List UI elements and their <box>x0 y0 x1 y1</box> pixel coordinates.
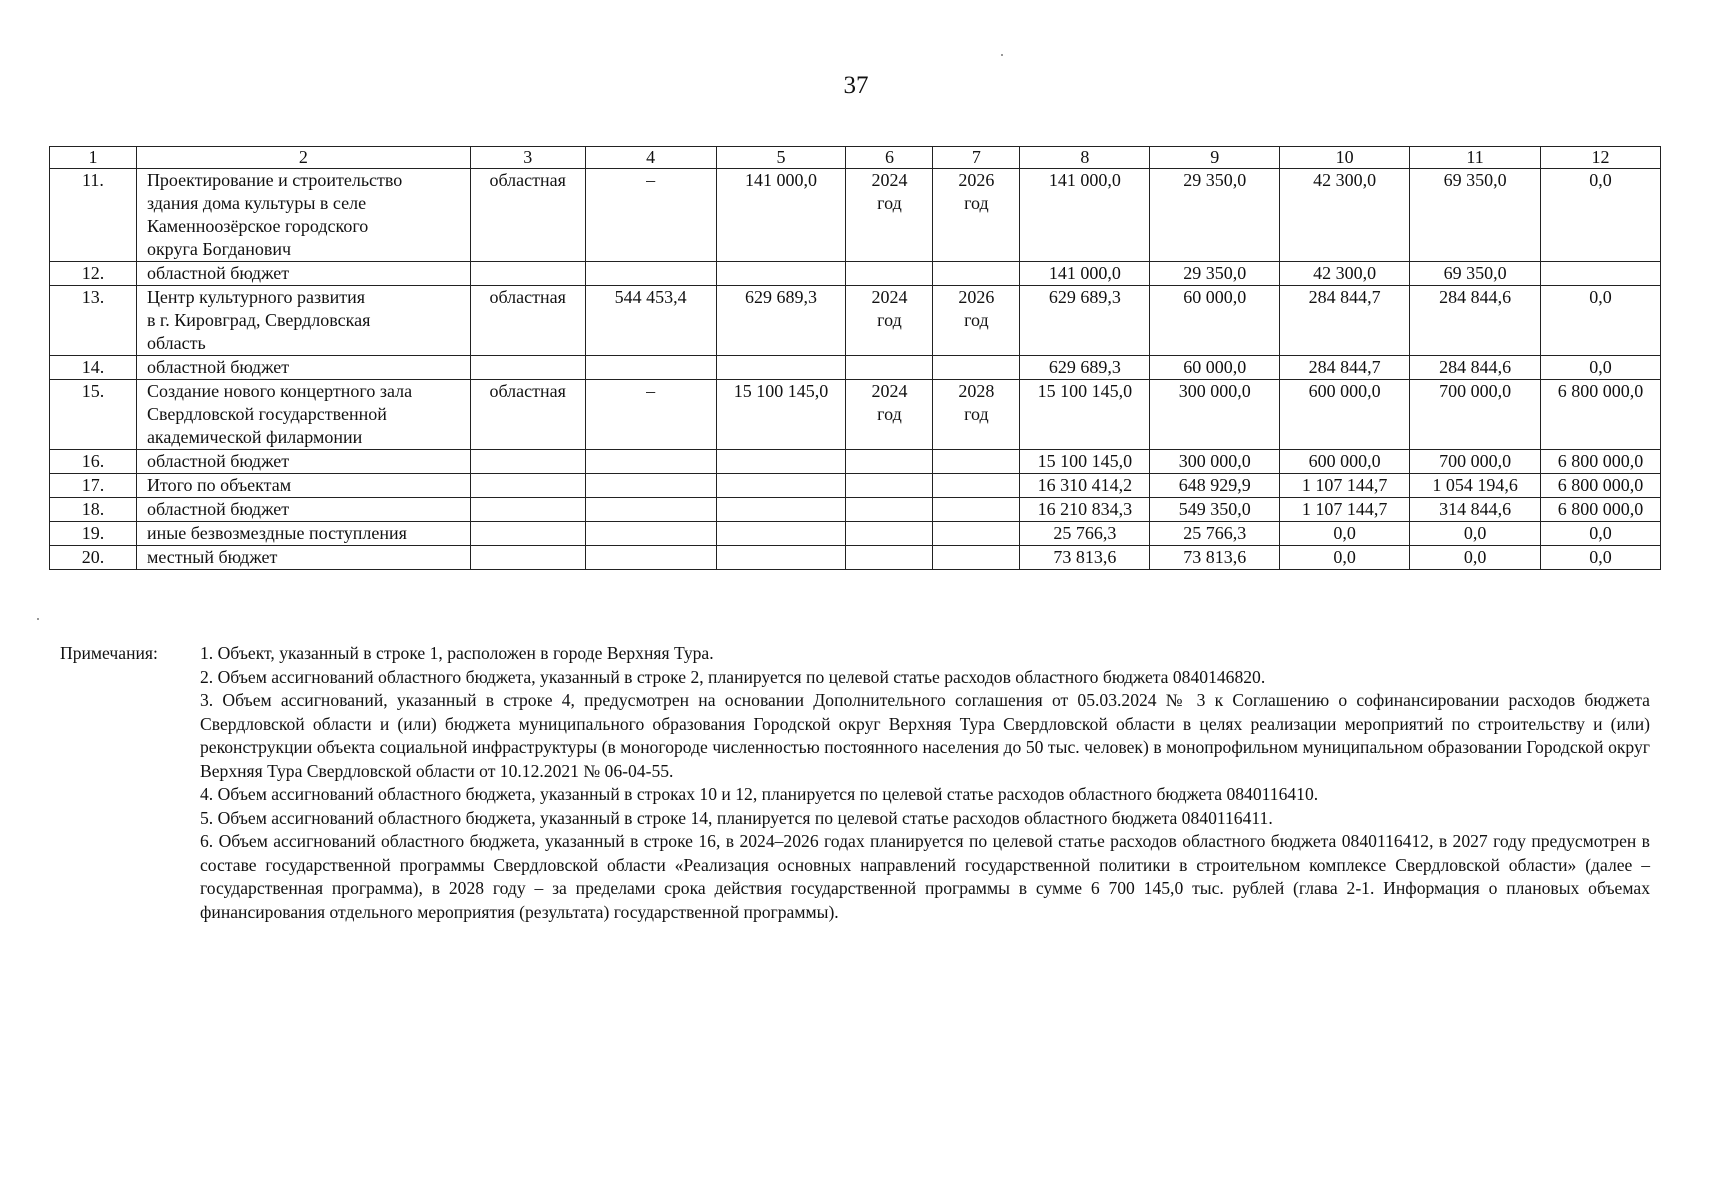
start-year <box>846 356 933 380</box>
cell-col-9: 300 000,0 <box>1150 450 1280 474</box>
column-number-11: 11 <box>1410 147 1541 169</box>
start-year <box>846 262 933 286</box>
column-number-8: 8 <box>1020 147 1150 169</box>
cell-col-9: 29 350,0 <box>1150 169 1280 262</box>
cell-col-9: 25 766,3 <box>1150 522 1280 546</box>
cell-col-4 <box>585 498 716 522</box>
row-number: 18. <box>50 498 137 522</box>
end-year <box>933 262 1020 286</box>
cell-col-5: 629 689,3 <box>716 286 846 356</box>
cell-col-8: 15 100 145,0 <box>1020 380 1150 450</box>
table-row <box>50 380 1661 450</box>
budget-level <box>470 450 585 474</box>
cell-col-8: 15 100 145,0 <box>1020 450 1150 474</box>
cell-col-8: 25 766,3 <box>1020 522 1150 546</box>
end-year: 2028 год <box>933 380 1020 450</box>
cell-col-8: 16 210 834,3 <box>1020 498 1150 522</box>
start-year <box>846 450 933 474</box>
cell-col-10: 600 000,0 <box>1280 450 1410 474</box>
cell-col-5: 15 100 145,0 <box>716 380 846 450</box>
cell-col-8: 141 000,0 <box>1020 169 1150 262</box>
cell-col-8: 141 000,0 <box>1020 262 1150 286</box>
row-number: 15. <box>50 380 137 450</box>
budget-level <box>470 546 585 570</box>
object-name: иные безвозмездные поступления <box>136 522 470 546</box>
end-year: 2026 год <box>933 286 1020 356</box>
object-name: Итого по объектам <box>136 474 470 498</box>
note-item: 2. Объем ассигнований областного бюджета, указанный в строке 2, планируется по целевой статье расходов областного бюджета 0840146820. <box>200 666 1266 687</box>
cell-col-11: 1 054 194,6 <box>1410 474 1541 498</box>
budget-level <box>470 474 585 498</box>
end-year <box>933 474 1020 498</box>
object-name: областной бюджет <box>136 450 470 474</box>
cell-col-10: 284 844,7 <box>1280 286 1410 356</box>
scan-speck <box>37 618 39 620</box>
cell-col-8: 16 310 414,2 <box>1020 474 1150 498</box>
scan-speck <box>1001 54 1003 56</box>
cell-col-10: 42 300,0 <box>1280 262 1410 286</box>
cell-col-5 <box>716 356 846 380</box>
column-number-6: 6 <box>846 147 933 169</box>
cell-col-5 <box>716 262 846 286</box>
cell-col-9: 60 000,0 <box>1150 356 1280 380</box>
row-number: 16. <box>50 450 137 474</box>
row-number: 19. <box>50 522 137 546</box>
cell-col-9: 73 813,6 <box>1150 546 1280 570</box>
row-number: 12. <box>50 262 137 286</box>
end-year: 2026 год <box>933 169 1020 262</box>
cell-col-4 <box>585 522 716 546</box>
cell-col-4 <box>585 450 716 474</box>
cell-col-12: 0,0 <box>1541 546 1661 570</box>
budget-level <box>470 522 585 546</box>
column-number-5: 5 <box>716 147 846 169</box>
table-row <box>50 474 1661 498</box>
cell-col-12: 0,0 <box>1541 522 1661 546</box>
cell-col-5 <box>716 450 846 474</box>
budget-level <box>470 498 585 522</box>
start-year <box>846 498 933 522</box>
end-year <box>933 546 1020 570</box>
cell-col-8: 73 813,6 <box>1020 546 1150 570</box>
page-number: 37 <box>843 72 869 99</box>
object-name: Создание нового концертного зала Свердловской государственной академической филармонии <box>136 380 470 450</box>
cell-col-12: 6 800 000,0 <box>1541 474 1661 498</box>
cell-col-10: 600 000,0 <box>1280 380 1410 450</box>
cell-col-4 <box>585 262 716 286</box>
table-row <box>50 356 1661 380</box>
cell-col-8: 629 689,3 <box>1020 286 1150 356</box>
row-number: 20. <box>50 546 137 570</box>
cell-col-4: – <box>585 380 716 450</box>
cell-col-4 <box>585 356 716 380</box>
cell-col-10: 1 107 144,7 <box>1280 474 1410 498</box>
column-number-10: 10 <box>1280 147 1410 169</box>
cell-col-10: 42 300,0 <box>1280 169 1410 262</box>
cell-col-9: 648 929,9 <box>1150 474 1280 498</box>
cell-col-8: 629 689,3 <box>1020 356 1150 380</box>
cell-col-4 <box>585 474 716 498</box>
cell-col-4 <box>585 546 716 570</box>
object-name: Центр культурного развития в г. Кировград, Свердловская область <box>136 286 470 356</box>
column-number-1: 1 <box>50 147 137 169</box>
budget-level: областная <box>470 169 585 262</box>
row-number: 17. <box>50 474 137 498</box>
table-row <box>50 450 1661 474</box>
note-item: 4. Объем ассигнований областного бюджета, указанный в строках 10 и 12, планируется по целевой статье расходов областного бюджета 0840116410. <box>200 784 1319 804</box>
note-item: 6. Объем ассигнований областного бюджета, указанный в строке 16, в 2024–2026 годах планируется по целевой статье расходов областного бюджета 0840116412, в 2027 году предусмотрен в составе государственной программы Свердловской области «Реализация основных направлений государственной политики в строительном комплексе Свердловской области» (далее – государственная программа), в 2028 году – за пределами срока действия государственной программы в сумме 6 700 145,0 тыс. рублей (глава 2-1. Информация о плановых объемах финансирования отдельного мероприятия (результата) государственной программы). <box>200 831 1650 922</box>
end-year <box>933 498 1020 522</box>
end-year <box>933 450 1020 474</box>
column-number-12: 12 <box>1541 147 1661 169</box>
cell-col-9: 549 350,0 <box>1150 498 1280 522</box>
cell-col-9: 60 000,0 <box>1150 286 1280 356</box>
cell-col-11: 284 844,6 <box>1410 356 1541 380</box>
cell-col-11: 700 000,0 <box>1410 380 1541 450</box>
notes-label: Примечания: <box>60 643 158 663</box>
table-row <box>50 498 1661 522</box>
object-name: местный бюджет <box>136 546 470 570</box>
budget-level <box>470 262 585 286</box>
cell-col-5 <box>716 546 846 570</box>
cell-col-5: 141 000,0 <box>716 169 846 262</box>
cell-col-5 <box>716 474 846 498</box>
table-row <box>50 262 1661 286</box>
cell-col-10: 284 844,7 <box>1280 356 1410 380</box>
cell-col-12: 6 800 000,0 <box>1541 380 1661 450</box>
object-name: Проектирование и строительство здания дома культуры в селе Каменноозёрское городского округа Богданович <box>136 169 470 262</box>
table-row <box>50 522 1661 546</box>
note-item: 1. Объект, указанный в строке 1, расположен в городе Верхняя Тура. <box>200 643 714 663</box>
cell-col-4: 544 453,4 <box>585 286 716 356</box>
column-number-4: 4 <box>585 147 716 169</box>
cell-col-11: 69 350,0 <box>1410 169 1541 262</box>
start-year <box>846 474 933 498</box>
financing-table <box>49 146 1661 570</box>
object-name: областной бюджет <box>136 498 470 522</box>
cell-col-11: 284 844,6 <box>1410 286 1541 356</box>
table-row <box>50 546 1661 570</box>
cell-col-11: 69 350,0 <box>1410 262 1541 286</box>
cell-col-10: 0,0 <box>1280 522 1410 546</box>
note-item: 3. Объем ассигнований, указанный в строке 4, предусмотрен на основании Дополнительного соглашения от 05.03.2024 № 3 к Соглашению о софинансировании расходов бюджета Свердловской области и (или) бюджета муниципального образования Городской округ Верхняя Тура Свердловской области в целях реализации мероприятий по строительству и (или) реконструкции объекта социальной инфраструктуры (в моногороде численностью постоянного населения до 50 тыс. человек) в монопрофильном муниципальном образовании Городской округ Верхняя Тура Свердловской области от 10.12.2021 № 06-04-55. <box>200 690 1650 781</box>
cell-col-10: 0,0 <box>1280 546 1410 570</box>
start-year <box>846 522 933 546</box>
cell-col-12 <box>1541 262 1661 286</box>
start-year: 2024 год <box>846 286 933 356</box>
budget-level <box>470 356 585 380</box>
cell-col-12: 0,0 <box>1541 169 1661 262</box>
start-year: 2024 год <box>846 169 933 262</box>
cell-col-12: 0,0 <box>1541 356 1661 380</box>
cell-col-10: 1 107 144,7 <box>1280 498 1410 522</box>
cell-col-12: 0,0 <box>1541 286 1661 356</box>
cell-col-11: 0,0 <box>1410 522 1541 546</box>
column-number-9: 9 <box>1150 147 1280 169</box>
cell-col-5 <box>716 522 846 546</box>
cell-col-12: 6 800 000,0 <box>1541 498 1661 522</box>
cell-col-4: – <box>585 169 716 262</box>
cell-col-12: 6 800 000,0 <box>1541 450 1661 474</box>
table-header-row <box>50 147 1661 169</box>
cell-col-11: 700 000,0 <box>1410 450 1541 474</box>
column-number-3: 3 <box>470 147 585 169</box>
cell-col-11: 314 844,6 <box>1410 498 1541 522</box>
cell-col-11: 0,0 <box>1410 546 1541 570</box>
cell-col-9: 29 350,0 <box>1150 262 1280 286</box>
cell-col-5 <box>716 498 846 522</box>
note-item: 5. Объем ассигнований областного бюджета, указанный в строке 14, планируется по целевой статье расходов областного бюджета 0840116411. <box>200 807 1273 828</box>
row-number: 11. <box>50 169 137 262</box>
row-number: 14. <box>50 356 137 380</box>
column-number-2: 2 <box>136 147 470 169</box>
end-year <box>933 356 1020 380</box>
table-row <box>50 169 1661 262</box>
start-year <box>846 546 933 570</box>
row-number: 13. <box>50 286 137 356</box>
table-row <box>50 286 1661 356</box>
notes-section <box>60 642 1650 924</box>
budget-level: областная <box>470 286 585 356</box>
end-year <box>933 522 1020 546</box>
column-number-7: 7 <box>933 147 1020 169</box>
object-name: областной бюджет <box>136 262 470 286</box>
object-name: областной бюджет <box>136 356 470 380</box>
notes-list <box>200 642 1650 924</box>
start-year: 2024 год <box>846 380 933 450</box>
budget-level: областная <box>470 380 585 450</box>
cell-col-9: 300 000,0 <box>1150 380 1280 450</box>
